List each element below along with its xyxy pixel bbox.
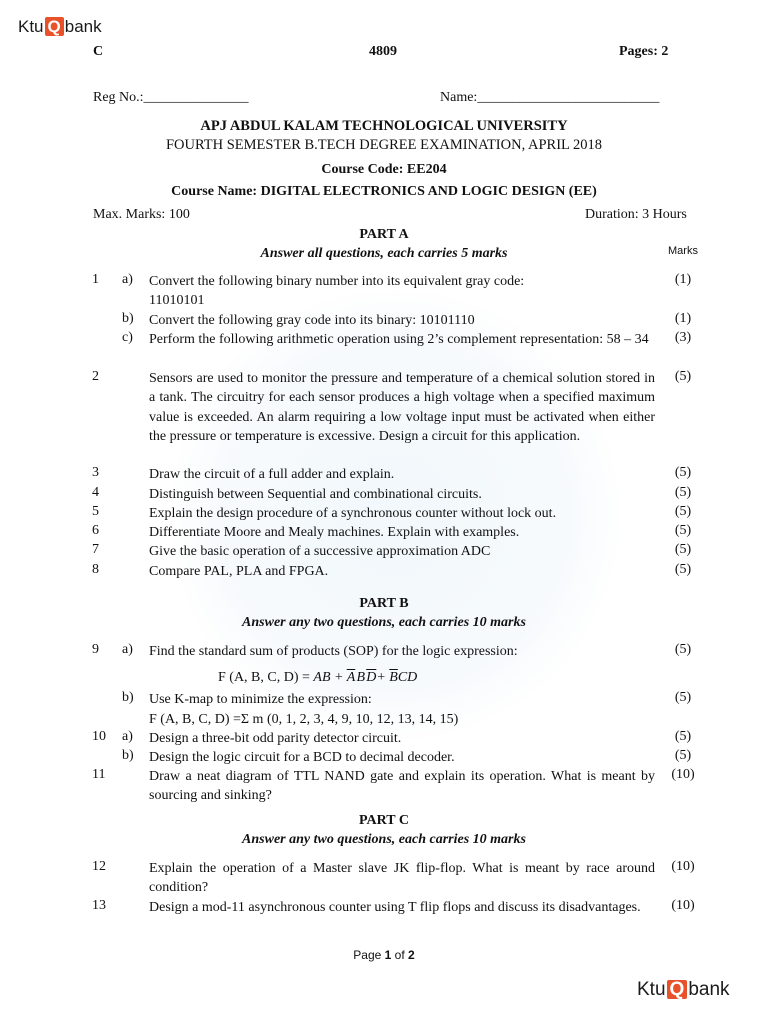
question-text: Explain the design procedure of a synchronous counter without lock out. bbox=[149, 506, 557, 521]
question-number: 1 bbox=[92, 272, 99, 287]
logo-q: Q bbox=[45, 17, 64, 36]
duration: Duration: 3 Hours bbox=[585, 207, 687, 222]
logo-prefix: Ktu bbox=[637, 979, 666, 1000]
question-marks: (5) bbox=[674, 465, 692, 480]
logo-prefix: Ktu bbox=[18, 17, 44, 36]
logo-suffix: bank bbox=[64, 17, 102, 36]
question-number: 5 bbox=[92, 504, 99, 519]
question-text: Differentiate Moore and Mealy machines. Explain with examples. bbox=[149, 525, 520, 540]
name-field: Name:__________________________ bbox=[440, 90, 660, 105]
formula-plus: + bbox=[330, 670, 347, 685]
ktuqbank-logo-bottom bbox=[637, 979, 730, 1001]
question-text: Perform the following arithmetic operation using 2’s complement representation: 58 – 34 bbox=[149, 332, 649, 347]
exam-title: FOURTH SEMESTER B.TECH DEGREE EXAMINATION, APRIL 2018 bbox=[165, 137, 602, 153]
question-number: 2 bbox=[92, 369, 99, 384]
question-marks: (3) bbox=[674, 330, 692, 345]
part-a-instruction: Answer all questions, each carries 5 marks bbox=[260, 246, 508, 261]
question-text: Distinguish between Sequential and combinational circuits. bbox=[149, 487, 482, 502]
subquestion-label: b) bbox=[122, 748, 134, 763]
question-marks: (5) bbox=[674, 369, 692, 384]
subquestion-label: a) bbox=[122, 729, 133, 744]
question-text: Draw a neat diagram of TTL NAND gate and explain its operation. What is meant by sourcing and sinking? bbox=[149, 769, 655, 804]
question-marks: (5) bbox=[674, 485, 692, 500]
question-marks: (5) bbox=[674, 542, 692, 557]
page-current: 1 bbox=[384, 948, 392, 962]
subquestion-label: a) bbox=[122, 642, 133, 657]
question-number: 7 bbox=[92, 542, 99, 557]
max-marks: Max. Marks: 100 bbox=[93, 207, 190, 222]
paper-number: 4809 bbox=[369, 44, 397, 59]
question-marks: (5) bbox=[674, 690, 692, 705]
part-a-title: PART A bbox=[359, 227, 409, 242]
subquestion-label: b) bbox=[122, 311, 134, 326]
question-marks: (5) bbox=[674, 504, 692, 519]
question-text: Design the logic circuit for a BCD to decimal decoder. bbox=[149, 750, 455, 765]
course-name-label: Course Name: bbox=[171, 184, 261, 199]
question-text: Compare PAL, PLA and FPGA. bbox=[149, 564, 329, 579]
page-count: Pages: 2 bbox=[619, 44, 669, 59]
question-text-cont: F (A, B, C, D) =Σ m (0, 1, 2, 3, 4, 9, 10, 12, 13, 14, 15) bbox=[149, 712, 459, 727]
question-text: Draw the circuit of a full adder and explain. bbox=[149, 467, 395, 482]
ktuqbank-logo-top bbox=[18, 17, 102, 37]
question-text: Design a three-bit odd parity detector circuit. bbox=[149, 731, 402, 746]
part-b-instruction: Answer any two questions, each carries 10 marks bbox=[242, 615, 526, 630]
logic-expression bbox=[218, 670, 417, 686]
logo-q: Q bbox=[667, 980, 688, 999]
subquestion-label: b) bbox=[122, 690, 134, 705]
part-b-title: PART B bbox=[359, 596, 409, 611]
question-text: Explain the operation of a Master slave JK flip-flop. What is meant by race around condition? bbox=[149, 861, 655, 896]
question-text: Find the standard sum of products (SOP) for the logic expression: bbox=[149, 644, 518, 659]
question-marks: (5) bbox=[674, 729, 692, 744]
question-marks: (5) bbox=[674, 562, 692, 577]
page-prefix: Page bbox=[353, 948, 385, 962]
question-marks: (5) bbox=[674, 642, 692, 657]
subquestion-label: a) bbox=[122, 272, 133, 287]
page-indicator bbox=[0, 948, 768, 962]
question-marks: (1) bbox=[674, 272, 692, 287]
question-number: 12 bbox=[92, 859, 106, 874]
question-marks: (10) bbox=[671, 898, 695, 913]
page-total: 2 bbox=[408, 948, 415, 962]
question-text: Sensors are used to monitor the pressure and temperature of a chemical solution stored in a tank. The circuitry for each sensor produces a high voltage when a specified maximum value is exceeded. An alarm requiring a low voltage input must be activated when either the pressure or temperature is excessive. Design a circuit for this application. bbox=[149, 371, 655, 445]
question-number: 4 bbox=[92, 485, 99, 500]
question-number: 3 bbox=[92, 465, 99, 480]
part-c-title: PART C bbox=[359, 813, 409, 828]
question-marks: (5) bbox=[674, 523, 692, 538]
formula-term: $\overline{D}$ bbox=[366, 670, 377, 685]
question-text: Convert the following binary number into its equivalent gray code: bbox=[149, 274, 525, 289]
formula-term: AB bbox=[313, 670, 331, 685]
question-number: 9 bbox=[92, 642, 99, 657]
subquestion-label: c) bbox=[122, 330, 133, 345]
paper-code: C bbox=[93, 44, 104, 59]
question-number: 13 bbox=[92, 898, 106, 913]
marks-column-label: Marks bbox=[668, 245, 698, 257]
formula-term: CD bbox=[397, 670, 418, 685]
university-name: APJ ABDUL KALAM TECHNOLOGICAL UNIVERSITY bbox=[200, 118, 568, 134]
question-number: 6 bbox=[92, 523, 99, 538]
formula-term: $\overline{A}$ bbox=[346, 670, 356, 685]
question-text: Give the basic operation of a successive approximation ADC bbox=[149, 544, 491, 559]
page-mid: of bbox=[391, 948, 409, 962]
course-name: DIGITAL ELECTRONICS AND LOGIC DESIGN (EE) bbox=[260, 184, 597, 199]
question-number: 8 bbox=[92, 562, 99, 577]
question-number: 11 bbox=[92, 767, 106, 782]
course-name-line bbox=[0, 184, 768, 200]
formula-term: $\overline{B}$ bbox=[389, 670, 398, 685]
question-number: 10 bbox=[92, 729, 106, 744]
question-marks: (10) bbox=[671, 859, 695, 874]
question-text: Convert the following gray code into its binary: 10101110 bbox=[149, 313, 475, 328]
question-marks: (1) bbox=[674, 311, 692, 326]
logo-suffix: bank bbox=[688, 979, 730, 1000]
part-c-instruction: Answer any two questions, each carries 10 marks bbox=[242, 832, 526, 847]
formula-lhs: F (A, B, C, D) = bbox=[218, 670, 314, 685]
course-code: Course Code: EE204 bbox=[321, 162, 447, 177]
question-text: Design a mod-11 asynchronous counter using T flip flops and discuss its disadvantages. bbox=[149, 900, 641, 915]
formula-plus: + bbox=[376, 670, 390, 685]
question-marks: (10) bbox=[671, 767, 695, 782]
question-text: Use K-map to minimize the expression: bbox=[149, 692, 372, 707]
reg-no-field: Reg No.:_______________ bbox=[93, 90, 249, 105]
formula-term: B bbox=[356, 670, 366, 685]
question-marks: (5) bbox=[674, 748, 692, 763]
question-text-cont: 11010101 bbox=[149, 293, 205, 308]
